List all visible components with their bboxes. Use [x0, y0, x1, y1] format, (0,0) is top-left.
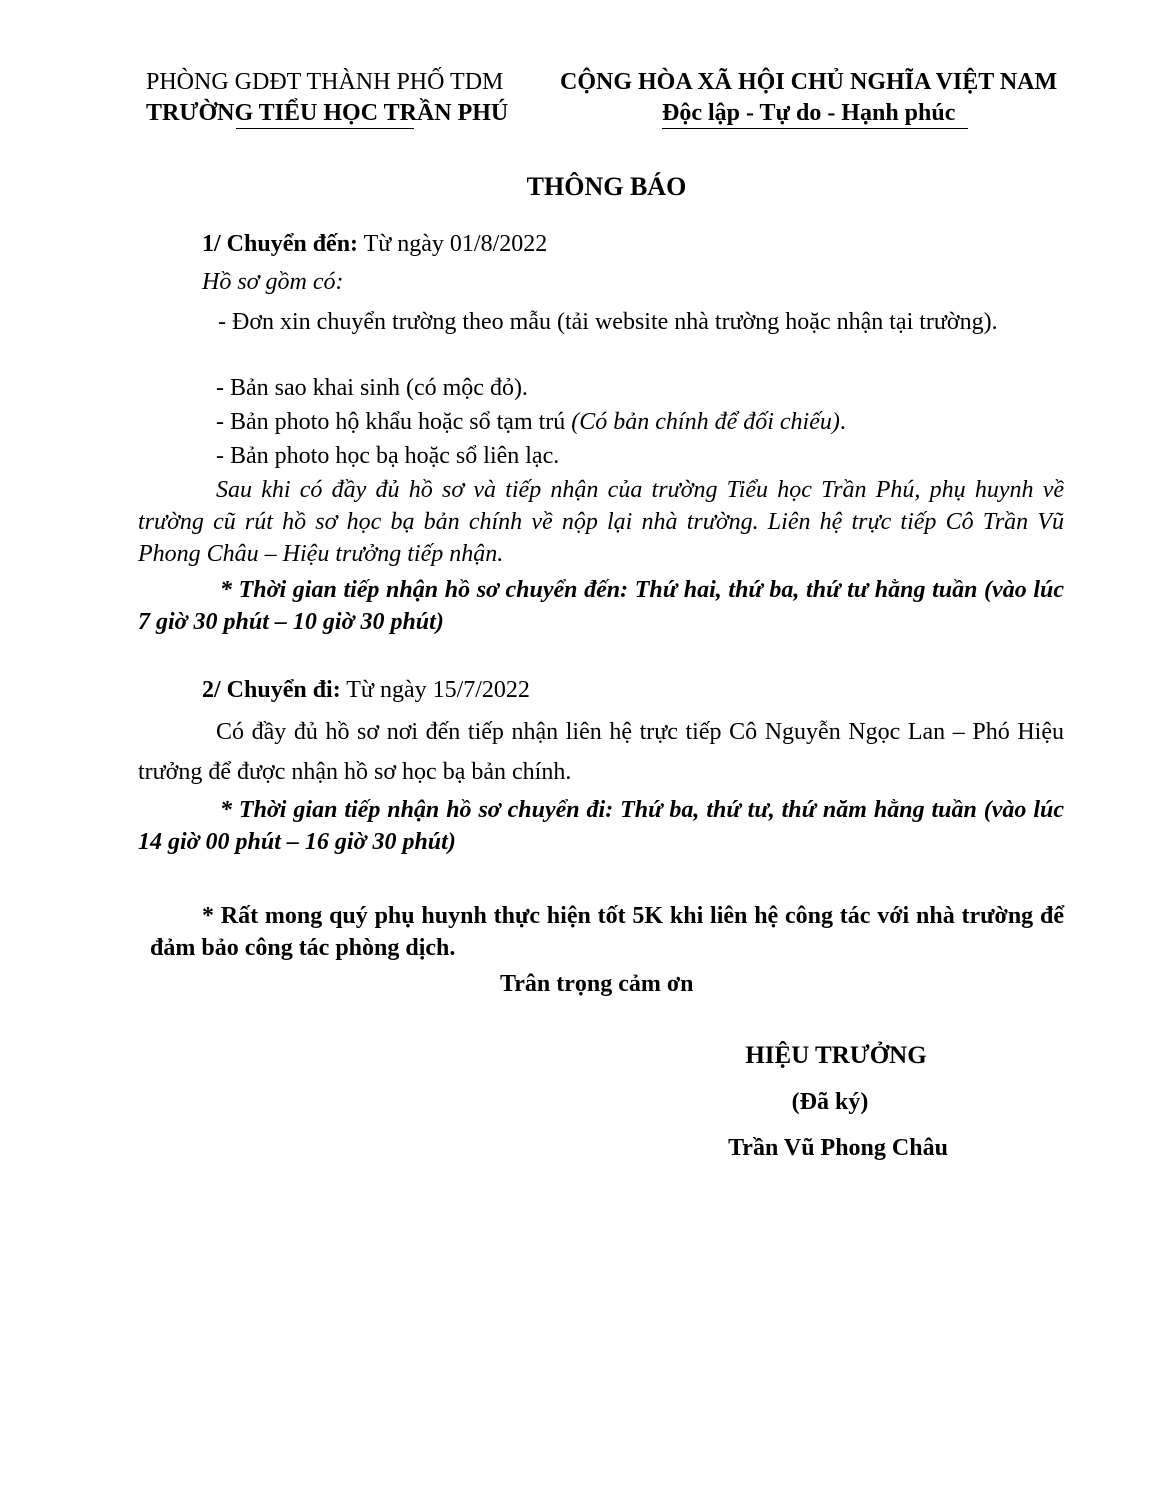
section1-heading-line — [202, 228, 1064, 260]
section1-note: Sau khi có đầy đủ hồ sơ và tiếp nhận của trường Tiểu học Trần Phú, phụ huynh về trường cũ rút hồ sơ học bạ bản chính về nộp lại nhà trường. Liên hệ trực tiếp Cô Trần Vũ Phong Châu – Hiệu trưởng tiếp nhận. — [138, 477, 1064, 567]
signature-status: (Đã ký) — [791, 1089, 869, 1115]
section2-heading: 2/ Chuyển đi: — [202, 677, 341, 703]
section1-item2: - Bản sao khai sinh (có mộc đỏ). — [216, 375, 528, 401]
national-title: CỘNG HÒA XÃ HỘI CHỦ NGHĨA VIỆT NAM — [560, 69, 1058, 95]
document-title: THÔNG BÁO — [526, 172, 687, 201]
national-motto: Độc lập - Tự do - Hạnh phúc — [662, 100, 956, 126]
closing-thanks: Trân trọng cảm ơn — [500, 971, 694, 997]
section2-date: Từ ngày 15/7/2022 — [340, 677, 530, 703]
section2-text: Có đầy đủ hồ sơ nơi đến tiếp nhận liên hệ trực tiếp Cô Nguyễn Ngọc Lan – Phó Hiệu trưởng để được nhận hồ sơ học bạ bản chính. — [138, 719, 1064, 785]
signer-name: Trần Vũ Phong Châu — [728, 1135, 948, 1161]
section1-item3-end: . — [839, 409, 846, 435]
school-name: TRƯỜNG TIỂU HỌC TRẦN PHÚ — [146, 100, 509, 126]
section1-heading: 1/ Chuyển đến: — [202, 231, 359, 257]
closing-request: * Rất mong quý phụ huynh thực hiện tốt 5K khi liên hệ công tác với nhà trường để đảm bảo công tác phòng dịch. — [150, 903, 1064, 961]
national-motto-underline — [662, 128, 968, 129]
signature-role: HIỆU TRƯỞNG — [745, 1042, 927, 1069]
section1-docs-intro: Hồ sơ gồm có: — [202, 269, 344, 295]
section2-time: * Thời gian tiếp nhận hồ sơ chuyển đi: Thứ ba, thứ tư, thứ năm hằng tuần (vào lúc 14 giờ 00 phút – 16 giờ 30 phút) — [138, 797, 1064, 855]
section1-item1: - Đơn xin chuyển trường theo mẫu (tải website nhà trường hoặc nhận tại trường). — [218, 309, 998, 335]
section1-date: Từ ngày 01/8/2022 — [358, 231, 548, 257]
department-name: PHÒNG GDĐT THÀNH PHỐ TDM — [146, 69, 504, 95]
section1-time: * Thời gian tiếp nhận hồ sơ chuyển đến: Thứ hai, thứ ba, thứ tư hằng tuần (vào lúc 7 giờ 30 phút – 10 giờ 30 phút) — [138, 577, 1064, 635]
section1-item3-text: - Bản photo hộ khẩu hoặc sổ tạm trú — [216, 409, 572, 435]
section1-item3 — [216, 406, 1064, 438]
school-name-underline — [236, 128, 414, 129]
section1-item4: - Bản photo học bạ hoặc sổ liên lạc. — [216, 443, 560, 469]
section1-item3-note: (Có bản chính để đối chiếu) — [571, 409, 840, 435]
section2-heading-line — [202, 674, 1064, 706]
